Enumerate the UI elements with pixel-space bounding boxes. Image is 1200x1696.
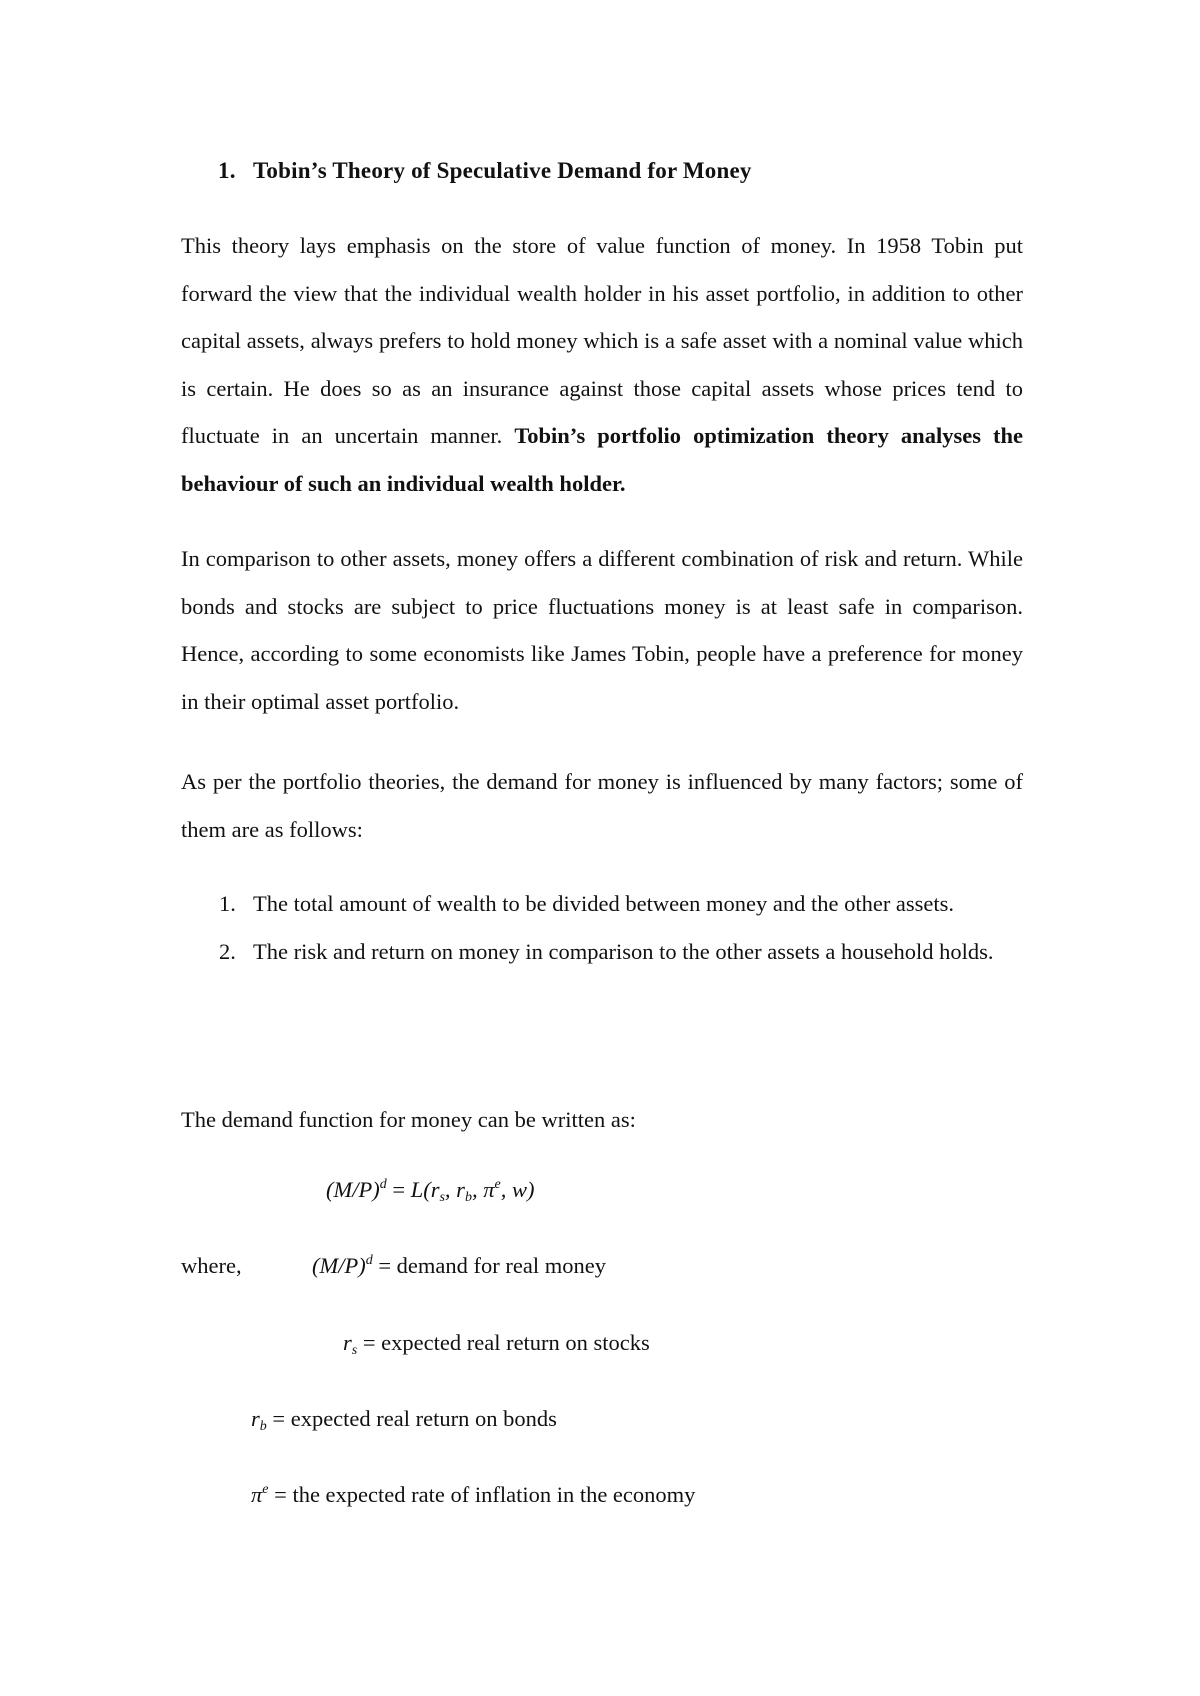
where-label: where, — [181, 1253, 242, 1278]
list-item-number: 1. — [219, 891, 236, 916]
equation-pi: π — [483, 1177, 495, 1202]
equation-function: L( — [410, 1177, 431, 1202]
definition-sub: s — [351, 1343, 358, 1358]
paragraph-store-of-value — [181, 222, 1023, 507]
equation-w: w — [511, 1177, 527, 1202]
paragraph-demand-function — [181, 1096, 1023, 1144]
list-item — [181, 880, 1023, 928]
equation-close: ) — [526, 1177, 535, 1202]
heading-title: Tobin’s Theory of Speculative Demand for Money — [253, 158, 752, 183]
paragraph-text: This theory lays emphasis on the store of value function of money. In 1958 Tobin put forward the view that the individual wealth holder in his asset portfolio, in addition to other capital assets, always prefers to hold money which is a safe asset with a nominal value which is certain. He does so as an insurance against those capital assets whose prices tend to fluctuate in an uncertain manner. — [181, 233, 1023, 448]
equation-comma: , — [500, 1177, 512, 1202]
factors-list — [181, 880, 1023, 975]
definition-symbol: π — [251, 1482, 263, 1507]
definition-bonds — [251, 1406, 557, 1435]
definition-stocks — [343, 1330, 650, 1359]
equation-lhs: (M/P) — [326, 1177, 380, 1202]
paragraph-factors-intro — [181, 758, 1023, 853]
equation-comma: , — [444, 1177, 457, 1202]
definition-symbol: (M/P) — [312, 1253, 366, 1278]
paragraph-risk-return — [181, 535, 1023, 725]
definition-text: = demand for real money — [372, 1253, 606, 1278]
equation-lhs-sup: d — [379, 1177, 387, 1192]
equation-r-bonds: r — [456, 1177, 465, 1202]
definition-sub: b — [259, 1419, 267, 1434]
list-item-text: The risk and return on money in comparison to the other assets a household holds. — [253, 938, 994, 964]
definition-sup: d — [365, 1253, 373, 1268]
equation-comma: , — [471, 1177, 484, 1202]
paragraph-bold-text: Tobin’s portfolio optimization theory analyses the behaviour of such an individual wealth holder. — [181, 423, 1024, 496]
equation-r-stocks: r — [430, 1177, 440, 1202]
definition-text: = the expected rate of inflation in the economy — [268, 1482, 696, 1507]
list-item — [181, 928, 1023, 976]
list-item-number: 2. — [219, 938, 236, 964]
definition-text: = expected real return on stocks — [357, 1330, 650, 1355]
definition-symbol: r — [343, 1330, 352, 1355]
definition-inflation — [251, 1482, 695, 1508]
paragraph-text: As per the portfolio theories, the demand for money is influenced by many factors; some of them are as follows: — [181, 769, 1023, 842]
paragraph-text: In comparison to other assets, money offers a different combination of risk and return. While bonds and stocks are subject to price fluctuations money is at least safe in comparison. Hence, according to some economists like James Tobin, people have a preference for money in their optimal asset portfolio. — [181, 546, 1023, 714]
equation-equals: = — [386, 1177, 411, 1202]
demand-equation — [326, 1177, 534, 1206]
list-item-text: The total amount of wealth to be divided between money and the other assets. — [253, 891, 955, 916]
definition-sup: e — [262, 1482, 269, 1497]
definition-demand — [312, 1253, 606, 1279]
definition-symbol: r — [251, 1406, 260, 1431]
equation-sup-e: e — [494, 1177, 501, 1192]
equation-sub-b: b — [464, 1190, 472, 1205]
equation-sub-s: s — [439, 1190, 445, 1205]
heading-number: 1. — [218, 158, 236, 183]
paragraph-text: The demand function for money can be written as: — [181, 1107, 636, 1132]
definition-text: = expected real return on bonds — [266, 1406, 557, 1431]
